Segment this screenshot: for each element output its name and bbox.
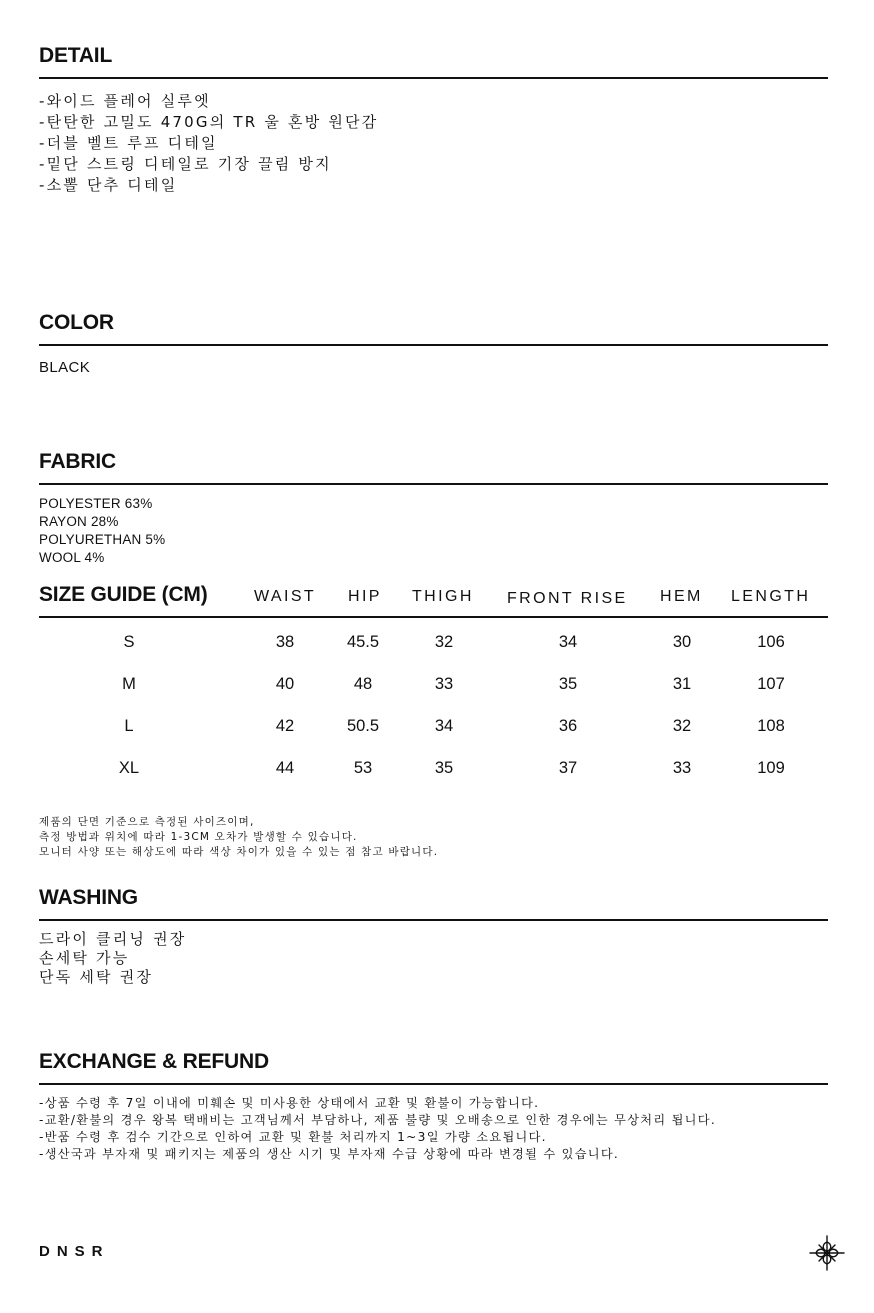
fabric-list — [39, 495, 165, 567]
hip-value: 53 — [353, 759, 373, 777]
thigh-value: 32 — [434, 633, 454, 651]
refund-line: -교환/환불의 경우 왕복 택배비는 고객님께서 부담하나, 제품 불량 및 오배송으로 인한 경우에는 무상처리 됩니다. — [39, 1113, 717, 1127]
fabric-line: POLYURETHAN 5% — [39, 532, 166, 547]
fabric-line: RAYON 28% — [39, 514, 119, 529]
brand-logo: DNSR — [39, 1243, 110, 1260]
exchange-refund-heading: EXCHANGE & REFUND — [39, 1050, 269, 1073]
washing-line: 단독 세탁 권장 — [39, 968, 154, 986]
waist-value: 44 — [275, 759, 295, 777]
waist-value: 40 — [275, 675, 295, 693]
front-rise-value: 37 — [558, 759, 578, 777]
size-label: M — [122, 675, 136, 693]
detail-divider — [39, 77, 828, 79]
size-note-line: 제품의 단면 기준으로 측정된 사이즈이며, — [39, 816, 255, 828]
fabric-divider — [39, 483, 828, 485]
refund-line: -반품 수령 후 검수 기간으로 인하여 교환 및 환불 처리까지 1~3일 가량 소요됩니다. — [39, 1130, 547, 1144]
column-header-hem: HEM — [660, 588, 703, 605]
front-rise-value: 35 — [558, 675, 578, 693]
size-note-line: 측정 방법과 위치에 따라 1-3CM 오차가 발생할 수 있습니다. — [39, 831, 358, 843]
size-guide-notes — [39, 815, 438, 860]
front-rise-value: 36 — [558, 717, 578, 735]
washing-list — [39, 930, 186, 987]
length-value: 107 — [757, 675, 785, 693]
thigh-value: 35 — [434, 759, 454, 777]
size-note-line: 모니터 사양 또는 해상도에 따라 색상 차이가 있을 수 있는 점 참고 바랍니다. — [39, 846, 439, 858]
color-value: BLACK — [39, 359, 91, 376]
column-header-thigh: THIGH — [412, 588, 474, 605]
hem-value: 30 — [672, 633, 692, 651]
detail-line: -탄탄한 고밀도 470G의 TR 울 혼방 원단감 — [39, 113, 379, 131]
hem-value: 31 — [672, 675, 692, 693]
front-rise-value: 34 — [558, 633, 578, 651]
color-list — [39, 357, 90, 378]
waist-value: 38 — [275, 633, 295, 651]
exchange-refund-list — [39, 1095, 716, 1163]
hip-value: 45.5 — [346, 633, 380, 651]
washing-divider — [39, 919, 828, 921]
column-header-hip: HIP — [348, 588, 382, 605]
detail-line: -더블 벨트 루프 디테일 — [39, 134, 218, 152]
column-header-length: LENGTH — [731, 588, 811, 605]
hem-value: 33 — [672, 759, 692, 777]
detail-line: -소뽈 단추 디테일 — [39, 176, 178, 194]
column-header-waist: WAIST — [254, 588, 317, 605]
refund-line: -상품 수령 후 7일 이내에 미훼손 및 미사용한 상태에서 교환 및 환불이 가능합니다. — [39, 1096, 540, 1110]
size-label: S — [123, 633, 135, 651]
length-value: 106 — [757, 633, 785, 651]
length-value: 108 — [757, 717, 785, 735]
detail-heading: DETAIL — [39, 44, 113, 67]
size-label: XL — [118, 759, 140, 777]
waist-value: 42 — [275, 717, 295, 735]
exchange-refund-divider — [39, 1083, 828, 1085]
detail-line: -와이드 플레어 실루엣 — [39, 92, 211, 110]
hip-value: 48 — [353, 675, 373, 693]
thigh-value: 33 — [434, 675, 454, 693]
ornament-emblem-icon — [808, 1234, 846, 1272]
washing-line: 손세탁 가능 — [39, 949, 130, 967]
color-heading: COLOR — [39, 311, 114, 334]
refund-line: -생산국과 부자재 및 패키지는 제품의 생산 시기 및 부자재 수급 상황에 따라 변경될 수 있습니다. — [39, 1147, 620, 1161]
detail-line: -밑단 스트링 디테일로 기장 끌림 방지 — [39, 155, 332, 173]
length-value: 109 — [757, 759, 785, 777]
fabric-line: POLYESTER 63% — [39, 496, 153, 511]
column-header-front-rise: FRONT RISE — [507, 590, 628, 607]
size-guide-heading: SIZE GUIDE (CM) — [39, 583, 208, 606]
fabric-line: WOOL 4% — [39, 550, 105, 565]
color-divider — [39, 344, 828, 346]
thigh-value: 34 — [434, 717, 454, 735]
size-label: L — [124, 717, 134, 735]
hem-value: 32 — [672, 717, 692, 735]
hip-value: 50.5 — [346, 717, 380, 735]
fabric-heading: FABRIC — [39, 450, 116, 473]
detail-list — [39, 91, 378, 196]
washing-line: 드라이 클리닝 권장 — [39, 930, 187, 948]
size-guide-divider — [39, 616, 828, 618]
washing-heading: WASHING — [39, 886, 138, 909]
